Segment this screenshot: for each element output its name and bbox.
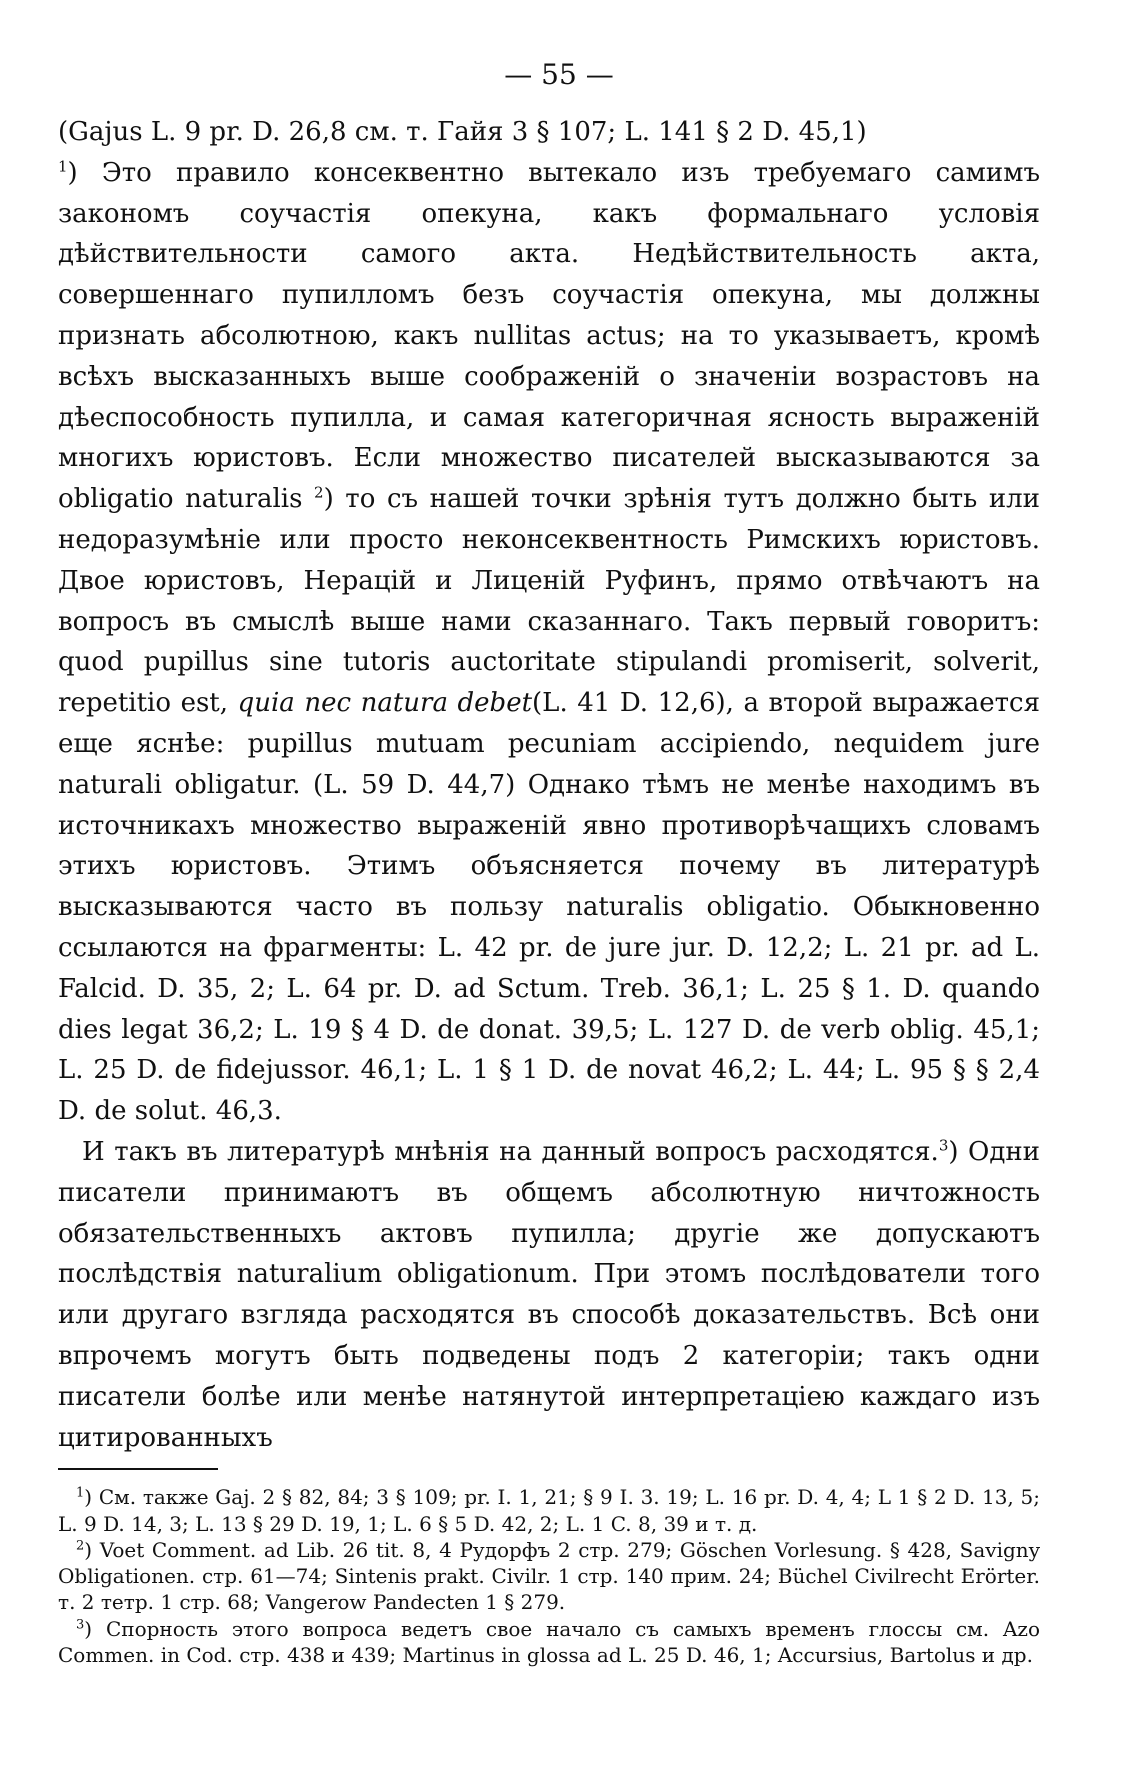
paragraph-1 [58,112,1040,1132]
paragraph-1-part-1: (Gajus L. 9 pr. D. 26,8 см. т. Гайя 3 § 107; L. 141 § 2 D. 45,1) [58,117,867,147]
footnote-mark: 2 [76,1538,85,1554]
italic-quote: quia nec natura debet [237,688,533,719]
footnote-divider [58,1468,218,1470]
footnote-2 [58,1537,1040,1616]
footnotes [58,1484,1040,1668]
footnote-ref-3[interactable]: 3 [938,1136,949,1155]
paragraph-2-part-1: И такъ въ литературѣ мнѣнія на данный вопросъ расходятся. [82,1136,939,1167]
footnote-1 [58,1484,1040,1537]
footnote-ref-2[interactable]: 2 [314,483,324,502]
paragraph-1-part-2: ) Это правило консеквентно вытекало изъ требуемаго самимъ закономъ соучастія опекуна, какъ формальнаго условія дѣйствительности самого акта. Недѣйствительность акта, совершеннаго пупилломъ безъ соучастія опекуна, мы должны признать абсолютною, какъ nullitas actus; на то указываетъ, кромѣ всѣхъ высказанныхъ выше соображеній о значеніи возрастовъ на дѣеспособность пупилла, и самая категоричная ясность выраженій многихъ юристовъ. Если множество писателей высказываются за obligatio naturalis [58,157,1040,515]
paragraph-2 [58,1132,1040,1458]
footnote-3 [58,1616,1040,1669]
main-text [58,112,1040,1458]
paragraph-1-part-3: ) то съ нашей точки зрѣнія тутъ должно быть или недоразумѣніе или просто неконсеквентность Римскихъ юристовъ. Двое юристовъ, Нерацій и Лиценій Руфинъ, прямо отвѣчаютъ на вопросъ въ смыслѣ выше нами сказаннаго. Такъ первый говоритъ: quod pupillus sine tutoris auctoritate stipulandi promiserit, solverit, repetitio est, [58,484,1040,719]
footnote-text: ) Voet Comment. ad Lib. 26 tit. 8, 4 Рудорфъ 2 стр. 279; Göschen Vorlesung. § 428, Savigny Obligationen. стр. 61—74; Sintenis prakt. Civilr. 1 стр. 140 прим. 24; Büchel Civilrecht Erörter. т. 2 тетр. 1 стр. 68; Vangerow Pandecten 1 § 279. [58,1537,1040,1615]
paragraph-2-part-2: ) Одни писатели принимаютъ въ общемъ абсолютную ничтожность обязательственныхъ актовъ пупилла; другіе же допускаютъ послѣдствія naturalium obligationum. При этомъ послѣдователи того или другаго взгляда расходятся въ способѣ доказательствъ. Всѣ они впрочемъ могутъ быть подведены подъ 2 категоріи; такъ одни писатели болѣе или менѣе натянутой интерпретаціею каждаго изъ цитированныхъ [58,1136,1041,1453]
page-number: — 55 — [504,58,614,91]
footnote-mark: 3 [76,1617,85,1633]
footnote-ref-1[interactable]: 1 [58,157,68,176]
footnote-mark: 1 [76,1485,85,1501]
paragraph-1-part-4: (L. 41 D. 12,6), а второй выражается еще яснѣе: pupillus mutuam pecuniam accipiendo, nequidem jure naturali obligatur. (L. 59 D. 44,7) Однако тѣмъ не менѣе находимъ въ источникахъ множество выраженій явно противорѣчащихъ словамъ этихъ юристовъ. Этимъ объясняется почему въ литературѣ высказываются часто въ пользу naturalis obligatio. Обыкновенно ссылаются на фрагменты: L. 42 pr. de jure jur. D. 12,2; L. 21 pr. ad L. Falcid. D. 35, 2; L. 64 pr. D. ad Sctum. Treb. 36,1; L. 25 § 1. D. quando dies legat 36,2; L. 19 § 4 D. de donat. 39,5; L. 127 D. de verb oblig. 45,1; L. 25 D. de fidejussor. 46,1; L. 1 § 1 D. de novat 46,2; L. 44; L. 95 § § 2,4 D. de solut. 46,3. [58,688,1041,1127]
footnote-text: ) Спорность этого вопроса ведетъ свое начало съ самыхъ временъ глоссы см. Azo Commen. in Cod. стр. 438 и 439; Martinus in glossa ad L. 25 D. 46, 1; Accursius, Bartolus и др. [58,1616,1040,1668]
footnote-text: ) См. также Gaj. 2 § 82, 84; 3 § 109; pr. I. 1, 21; § 9 I. 3. 19; L. 16 pr. D. 4, 4; L 1 § 2 D. 13, 5; L. 9 D. 14, 3; L. 13 § 29 D. 19, 1; L. 6 § 5 D. 42, 2; L. 1 C. 8, 39 и т. д. [58,1485,1040,1536]
